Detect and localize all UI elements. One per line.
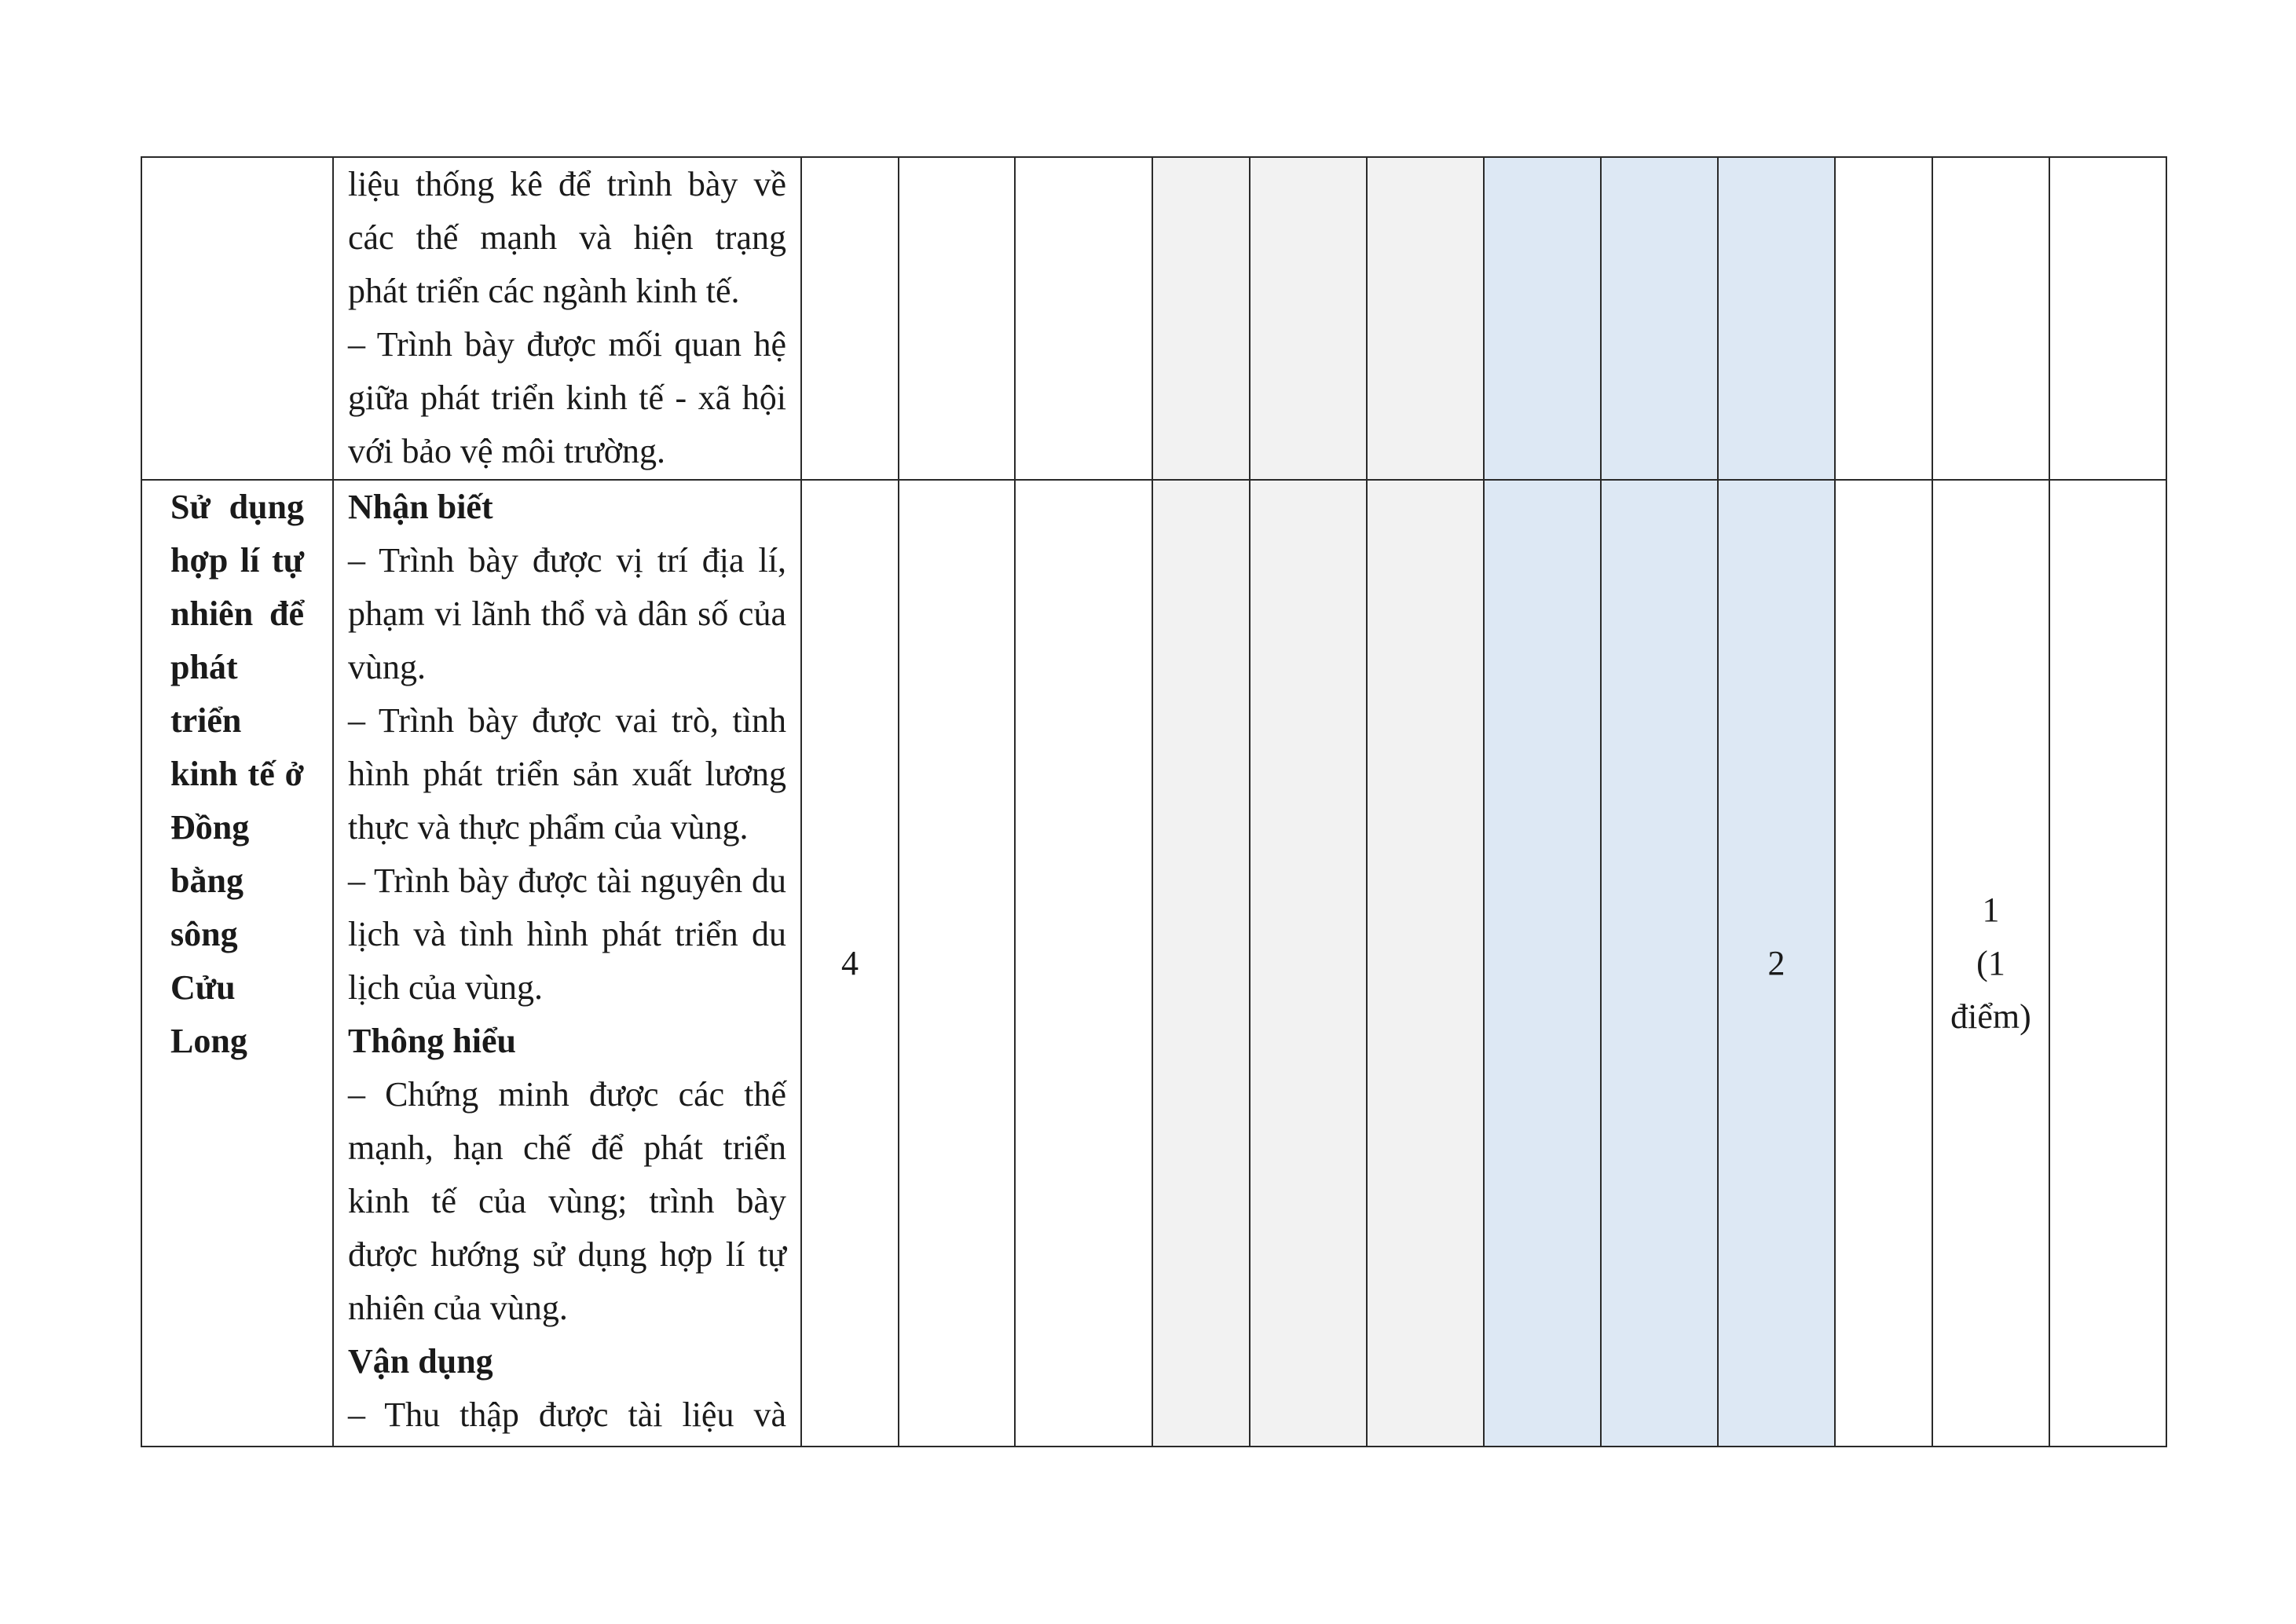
count-cell	[899, 480, 1015, 1447]
description-text: – Trình bày được vị trí địa lí, phạm vi lãnh thổ và dân số của vùng.	[348, 541, 786, 686]
count-cell	[1835, 480, 1932, 1447]
score-line: (1	[1976, 943, 2005, 982]
topic-line: nhiên để	[170, 594, 304, 633]
topic-line: phát triển	[170, 648, 242, 740]
description-text: liệu thống kê để trình bày về các thế mạnh và hiện trạng phát triển các ngành kinh tế.	[348, 165, 786, 310]
table-row	[141, 157, 2166, 480]
count-cell	[1015, 480, 1152, 1447]
description-cell	[333, 157, 801, 480]
count-cell	[1367, 480, 1484, 1447]
count-cell	[1601, 157, 1718, 480]
description-text: – Trình bày được tài nguyên du lịch và tình hình phát triển du lịch của vùng.	[348, 861, 786, 1007]
description-text: – Thu thập được tài liệu và	[348, 1395, 786, 1434]
count-cell	[1250, 157, 1367, 480]
level-heading: Vận dụng	[348, 1342, 493, 1381]
score-cell	[1932, 480, 2049, 1447]
periods-cell: 4	[801, 480, 899, 1447]
description-cell	[333, 480, 801, 1447]
description-text: – Chứng minh được các thế mạnh, hạn chế để phát triển kinh tế của vùng; trình bày được hướng sử dụng hợp lí tự nhiên của vùng.	[348, 1075, 786, 1327]
count-cell	[2049, 480, 2166, 1447]
count-cell	[1932, 157, 2049, 480]
count-cell	[2049, 157, 2166, 480]
count-cell	[1152, 480, 1250, 1447]
count-cell: 2	[1718, 480, 1835, 1447]
count-cell	[1484, 480, 1601, 1447]
level-heading: Nhận biết	[348, 488, 493, 526]
matrix-table	[141, 156, 2167, 1447]
count-cell	[1250, 480, 1367, 1447]
topic-line: hợp lí tự	[170, 541, 304, 580]
topic-line: Đồng	[170, 808, 250, 847]
count-cell	[1152, 157, 1250, 480]
description-text: – Trình bày được vai trò, tình hình phát triển sản xuất lương thực và thực phẩm của vùng.	[348, 701, 786, 847]
description-text: – Trình bày được mối quan hệ giữa phát triển kinh tế - xã hội với bảo vệ môi trường.	[348, 325, 786, 470]
count-cell	[1367, 157, 1484, 480]
level-heading: Thông hiểu	[348, 1022, 516, 1060]
topic-cell	[141, 480, 333, 1447]
count-cell	[1718, 157, 1835, 480]
score-line: 1	[1982, 890, 2000, 929]
count-cell	[1484, 157, 1601, 480]
count-cell	[1835, 157, 1932, 480]
topic-line: Cửu Long	[170, 968, 247, 1060]
count-cell	[1015, 157, 1152, 480]
score-line: điểm)	[1950, 997, 2031, 1036]
count-cell	[801, 157, 899, 480]
topic-cell	[141, 157, 333, 480]
count-cell	[899, 157, 1015, 480]
table-row	[141, 480, 2166, 1447]
topic-line: bằng sông	[170, 861, 244, 953]
count-cell	[1601, 480, 1718, 1447]
topic-line: kinh tế ở	[170, 755, 304, 793]
topic-line: Sử dụng	[170, 488, 304, 526]
